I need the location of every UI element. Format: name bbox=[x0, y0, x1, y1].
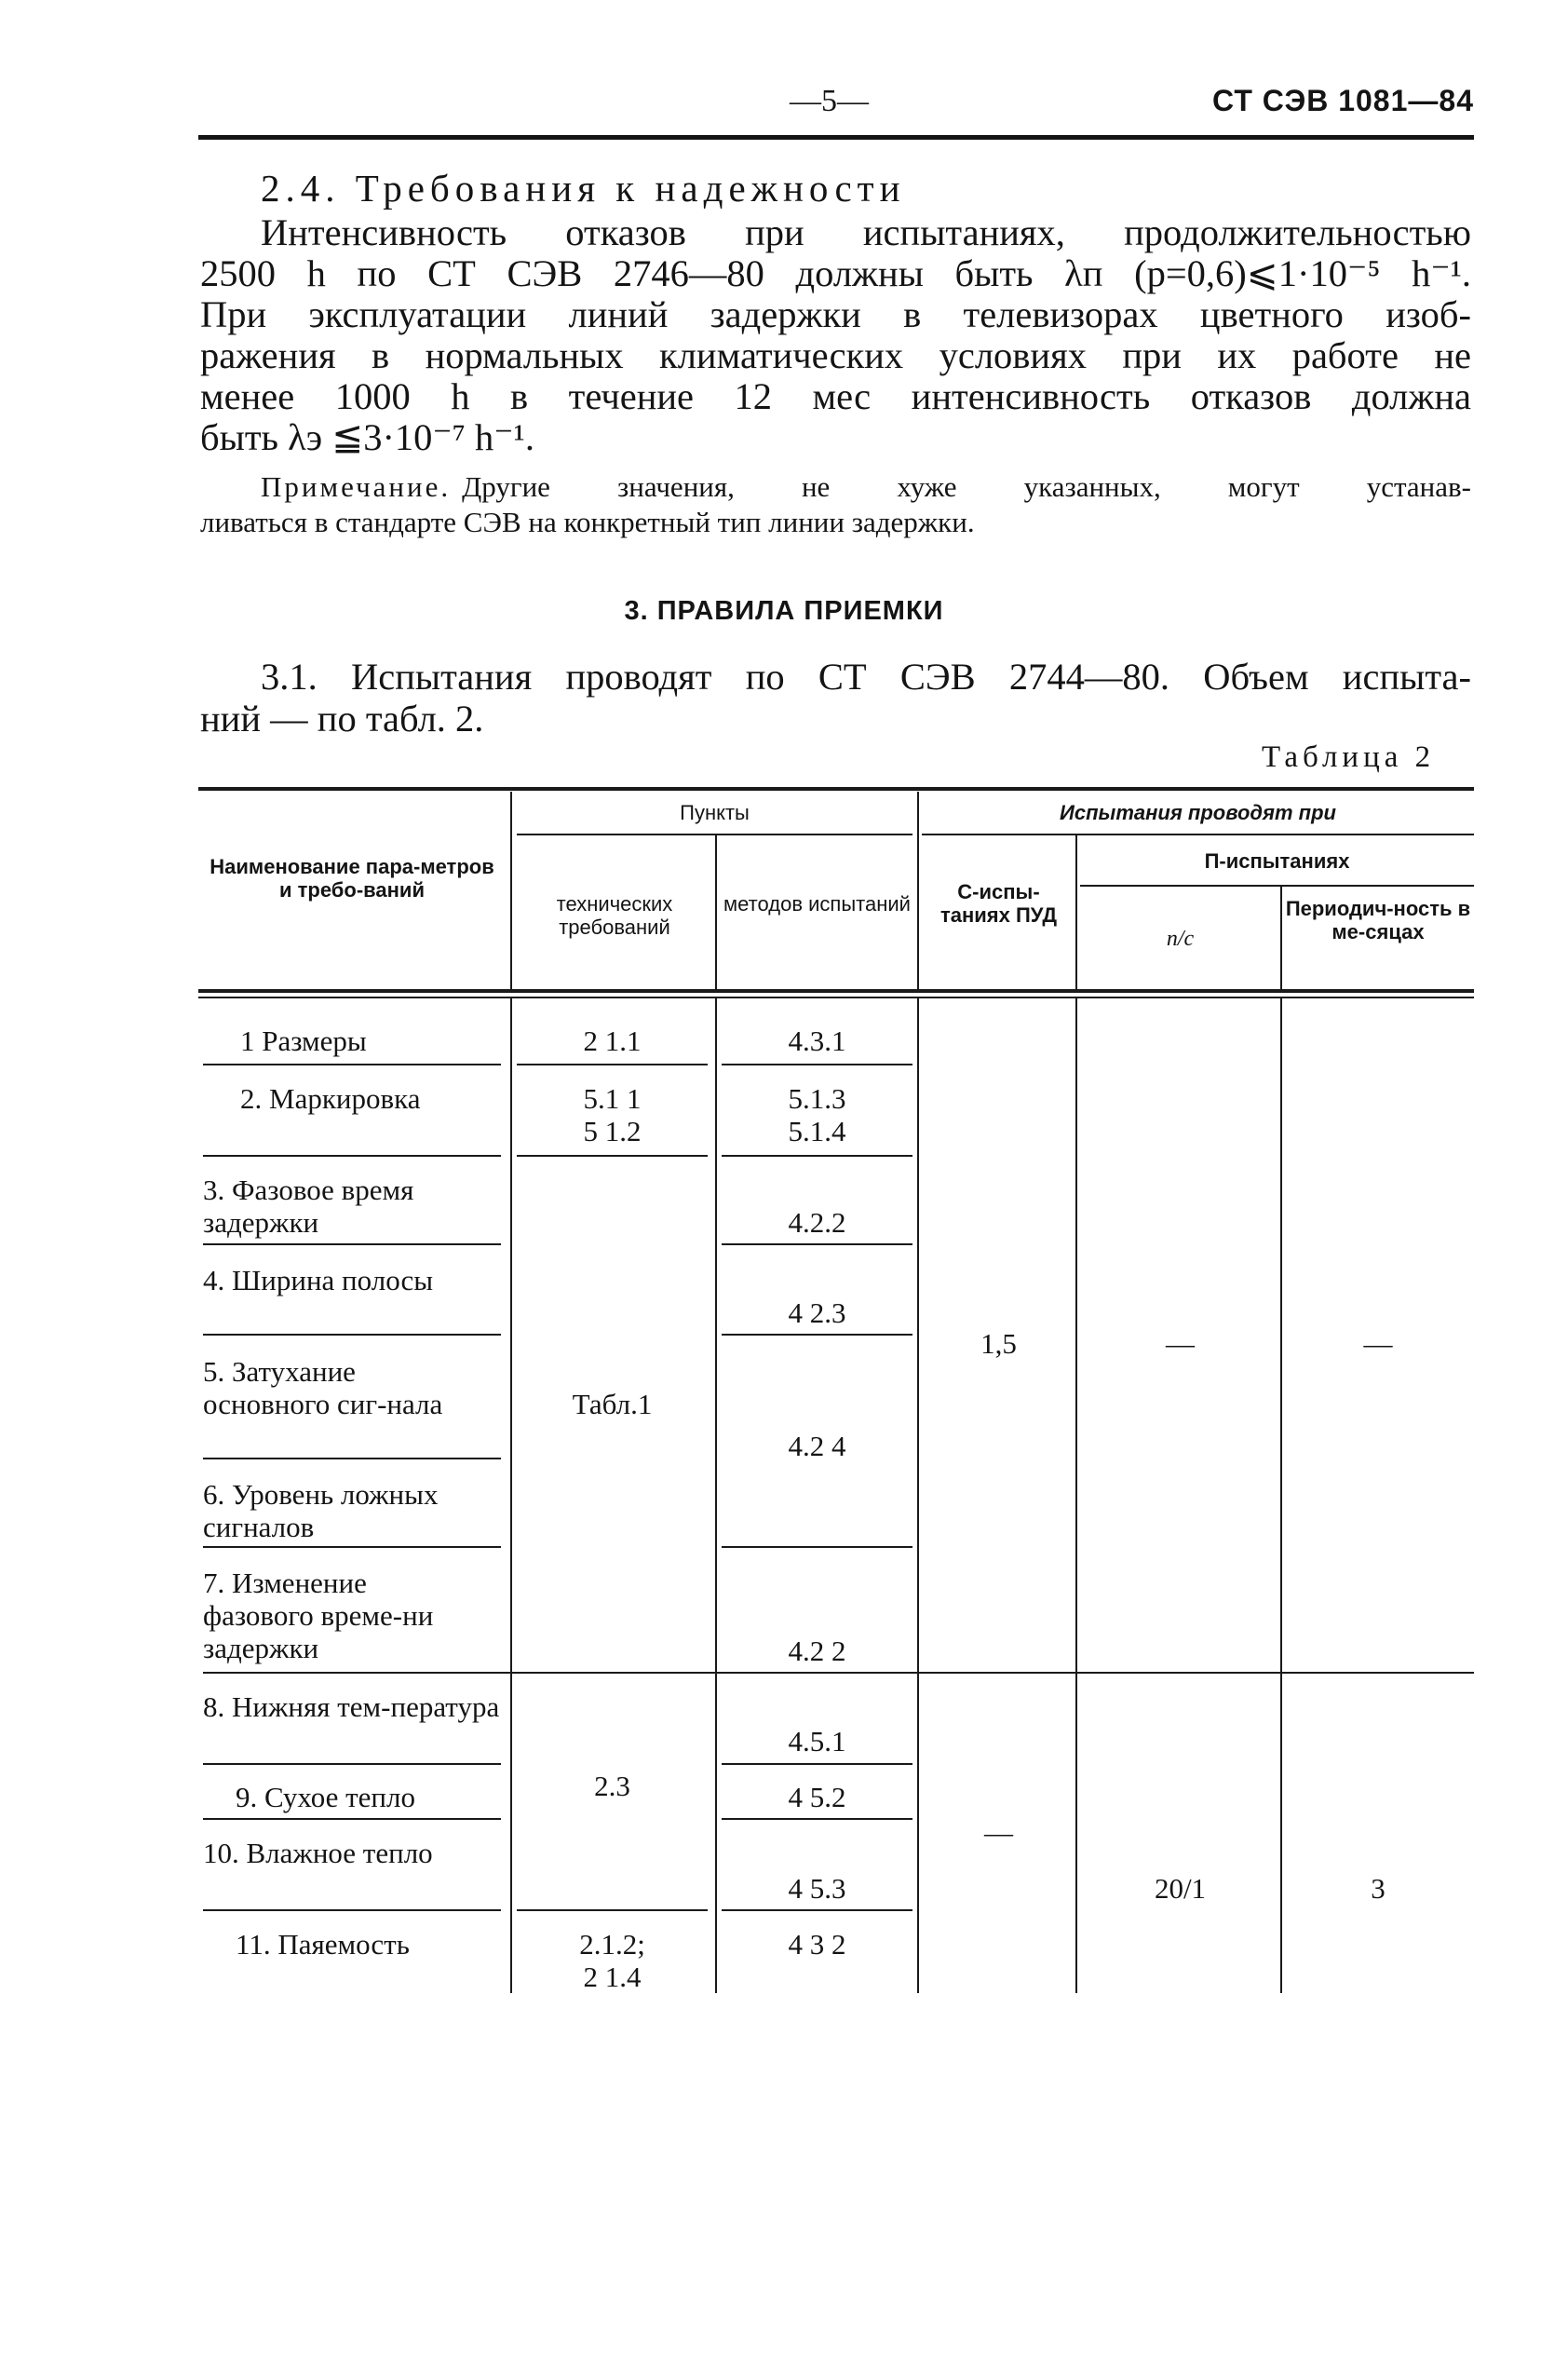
row-1-tech: 2 1.1 bbox=[583, 1024, 642, 1057]
p-tests-group-1: — bbox=[1166, 1327, 1195, 1360]
row-11-name: 11. Паяемость bbox=[236, 1928, 410, 1961]
row-9-method: 4 5.2 bbox=[788, 1781, 846, 1813]
header-vline-4 bbox=[1075, 835, 1077, 989]
body-line-2: 2500 h по СТ СЭВ 2746—80 должны быть λп (p=0,6)⩽1·10⁻⁵ h⁻¹. bbox=[200, 252, 1471, 294]
header-rule-tests bbox=[922, 834, 1474, 835]
c-tests-group-1: 1,5 bbox=[980, 1327, 1017, 1360]
body-vline-1 bbox=[510, 998, 512, 1993]
row-2-name: 2. Маркировка bbox=[240, 1082, 421, 1115]
section-3-line-1: 3.1. Испытания проводят по СТ СЭВ 2744—80. Объем испыта- bbox=[261, 656, 1471, 698]
note-text-1: Другие значения, не хуже указанных, могут устанав- bbox=[462, 470, 1471, 503]
body-vline-5 bbox=[1280, 998, 1282, 1993]
row-8-method: 4.5.1 bbox=[788, 1725, 846, 1757]
row-1-method: 4.3.1 bbox=[788, 1024, 846, 1057]
row-rule-2n bbox=[203, 1155, 501, 1157]
row-rule-1m bbox=[722, 1064, 912, 1065]
p-tests-group-2: 20/1 bbox=[1154, 1872, 1207, 1905]
header-p-tests: П-испытаниях bbox=[1204, 849, 1350, 873]
row-10-method: 4 5.3 bbox=[788, 1872, 846, 1905]
row-8-name: 8. Нижняя тем-пература bbox=[203, 1690, 500, 1723]
section-2-4-title: 2.4. Требования к надежности bbox=[261, 167, 906, 210]
periodicity-group-1: — bbox=[1363, 1327, 1393, 1360]
body-line-3: При эксплуатации линий задержки в телевизорах цветного изоб- bbox=[200, 293, 1471, 335]
body-vline-3 bbox=[917, 998, 919, 1993]
header-rule-p bbox=[1080, 885, 1474, 887]
body-line-4: ражения в нормальных климатических условиях при их работе не bbox=[200, 334, 1471, 376]
row-rule-3n bbox=[203, 1243, 501, 1245]
section-3-line-2: ний — по табл. 2. bbox=[200, 698, 484, 740]
row-1-name: 1 Размеры bbox=[240, 1024, 367, 1057]
table-label: Таблица 2 bbox=[1262, 740, 1436, 774]
header-periodicity: Периодич-ность в ме-сяцах bbox=[1285, 897, 1471, 943]
row-rule-9n bbox=[203, 1818, 501, 1820]
row-11-tech: 2.1.2; 2 1.4 bbox=[579, 1928, 645, 1993]
row-rule-6m bbox=[722, 1546, 912, 1548]
row-5-name: 5. Затухание основного сиг-нала bbox=[203, 1355, 443, 1420]
row-rule-1t bbox=[517, 1064, 708, 1065]
header-methods: методов испытаний bbox=[723, 892, 911, 916]
row-rule-5n bbox=[203, 1458, 501, 1459]
row-rule-9m bbox=[722, 1818, 912, 1820]
row-4-name: 4. Ширина полосы bbox=[203, 1264, 434, 1296]
header-nc: n/c bbox=[1166, 927, 1195, 951]
row-5-method: 4.2 4 bbox=[788, 1430, 846, 1462]
row-rule-10n bbox=[203, 1909, 501, 1911]
body-vline-4 bbox=[1075, 998, 1077, 1993]
row-rule-2t bbox=[517, 1155, 708, 1157]
page-number: —5— bbox=[790, 84, 869, 118]
row-rule-8n bbox=[203, 1763, 501, 1765]
header-name: Наименование пара-метров и требо-ваний bbox=[210, 855, 494, 902]
row-11-method: 4 3 2 bbox=[788, 1928, 846, 1961]
row-rule-10m bbox=[722, 1909, 912, 1911]
body-line-5: менее 1000 h в течение 12 мес интенсивность отказов должна bbox=[200, 375, 1471, 417]
row-rule-2m bbox=[722, 1155, 912, 1157]
row-7-method: 4.2 2 bbox=[788, 1635, 846, 1667]
row-rule-10t bbox=[517, 1909, 708, 1911]
header-bottom-rule-2 bbox=[198, 997, 1474, 998]
row-rule-3m bbox=[722, 1243, 912, 1245]
c-tests-group-2: — bbox=[984, 1816, 1013, 1849]
row-rule-6n bbox=[203, 1546, 501, 1548]
row-rule-4m bbox=[722, 1334, 912, 1336]
section-3-heading: 3. ПРАВИЛА ПРИЕМКИ bbox=[624, 596, 944, 626]
periodicity-group-2: 3 bbox=[1371, 1872, 1386, 1905]
header-rule bbox=[198, 135, 1474, 140]
body-line-1: Интенсивность отказов при испытаниях, продолжительностью bbox=[261, 211, 1471, 253]
row-3-method: 4.2.2 bbox=[788, 1206, 846, 1239]
row-9-name: 9. Сухое тепло bbox=[236, 1781, 415, 1813]
body-vline-2 bbox=[715, 998, 717, 1993]
header-vline-3 bbox=[917, 792, 919, 989]
tech-2-3: 2.3 bbox=[594, 1770, 630, 1802]
row-6-name: 6. Уровень ложных сигналов bbox=[203, 1478, 439, 1543]
header-vline-1 bbox=[510, 792, 512, 989]
row-2-method: 5.1.3 5.1.4 bbox=[788, 1082, 846, 1147]
note-line-2: ливаться в стандарте СЭВ на конкретный тип линии задержки. bbox=[200, 506, 975, 538]
tech-tabl1: Табл.1 bbox=[572, 1388, 653, 1420]
note-line-1 bbox=[261, 470, 1471, 504]
header-bottom-rule bbox=[198, 989, 1474, 993]
row-2-tech: 5.1 1 5 1.2 bbox=[583, 1082, 642, 1147]
header-tech-req: технических требований bbox=[556, 892, 673, 939]
row-7-name: 7. Изменение фазового време-ни задержки bbox=[203, 1567, 434, 1664]
row-10-name: 10. Влажное тепло bbox=[203, 1837, 433, 1869]
row-4-method: 4 2.3 bbox=[788, 1296, 846, 1329]
table-top-rule bbox=[198, 787, 1474, 791]
header-vline-5 bbox=[1280, 887, 1282, 989]
header-points: Пункты bbox=[680, 801, 750, 824]
row-rule-8m bbox=[722, 1763, 912, 1765]
row-3-name: 3. Фазовое время задержки bbox=[203, 1174, 414, 1239]
body-line-6: быть λэ ≦3·10⁻⁷ h⁻¹. bbox=[200, 416, 534, 458]
standard-designation: СТ СЭВ 1081—84 bbox=[1212, 84, 1474, 117]
note-label: Примечание. bbox=[261, 470, 452, 503]
row-rule-1n bbox=[203, 1064, 501, 1065]
header-c-tests: С-испы-таниях ПУД bbox=[939, 880, 1058, 927]
header-vline-2 bbox=[715, 835, 717, 989]
row-rule-7 bbox=[203, 1672, 1474, 1674]
row-rule-4n bbox=[203, 1334, 501, 1336]
header-tests-at: Испытания проводят при bbox=[1060, 801, 1336, 824]
